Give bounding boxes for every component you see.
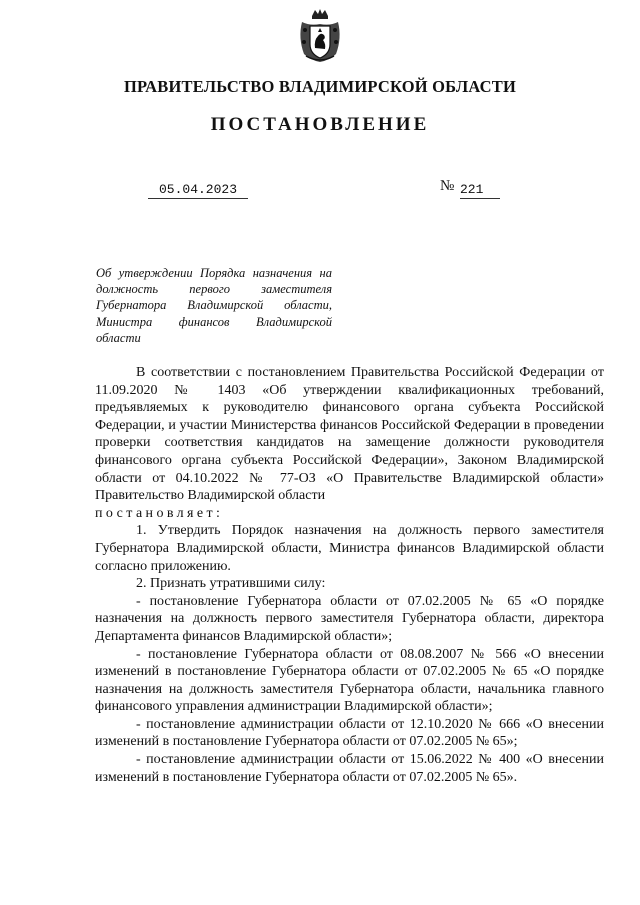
organization-title: ПРАВИТЕЛЬСТВО ВЛАДИМИРСКОЙ ОБЛАСТИ <box>123 77 517 96</box>
document-number-label: № <box>440 178 455 194</box>
repealed-item-3: - постановление администрации области от 12.10.2020 № 666 «О внесении изменений в постановление Губернатора области от 07.02.2005 № 65»; <box>95 716 604 750</box>
document-number <box>460 180 500 199</box>
decree-word: постановляет: <box>95 505 224 521</box>
repealed-item-1: - постановление Губернатора области от 07.02.2005 № 65 «О порядке назначения на должность первого заместителя Губернатора области, директора Департамента финансов Владимирской области»; <box>95 593 604 644</box>
item-2-paragraph: 2. Признать утратившими силу: <box>136 576 326 592</box>
document-date <box>148 180 248 199</box>
document-date-value: 05.04.2023 <box>158 182 237 197</box>
repealed-item-4: - постановление администрации области от 15.06.2022 № 400 «О внесении изменений в постановление Губернатора области от 07.02.2005 № 65». <box>95 752 604 785</box>
document-body <box>95 364 604 786</box>
document-number-value: 221 <box>460 182 484 197</box>
preamble-paragraph: В соответствии с постановлением Правительства Российской Федерации от 11.09.2020 № 1403 «Об утверждении квалификационных требований, предъявляемых к руководителю финансового органа субъекта Российской Федерации, и участии Министерства финансов Российской Федерации в проведении проверки соответствия кандидатов на замещение должности руководителя финансового органа субъекта Российской Федерации», Законом Владимирской области от 04.10.2022 № 77-ОЗ «О Правительстве Владимирской области» Правительство Владимирской области <box>95 365 604 504</box>
repealed-item-2: - постановление Губернатора области от 08.08.2007 № 566 «О внесении изменений в постановление Губернатора области от 07.02.2005 № 65 «О порядке назначения на должность заместителя Губернатора области, начальника главного финансового управления администрации Владимирской области»; <box>95 646 604 715</box>
document-type-title: ПОСТАНОВЛЕНИЕ <box>210 114 430 135</box>
item-1-paragraph: 1. Утвердить Порядок назначения на должность первого заместителя Губернатора Владимирской области, Министра финансов Владимирской области согласно приложению. <box>95 523 604 574</box>
coat-of-arms-icon <box>296 8 344 64</box>
document-subject: Об утверждении Порядка назначения на должность первого заместителя Губернатора Владимирской области, Министра финансов Владимирской области <box>96 266 332 345</box>
